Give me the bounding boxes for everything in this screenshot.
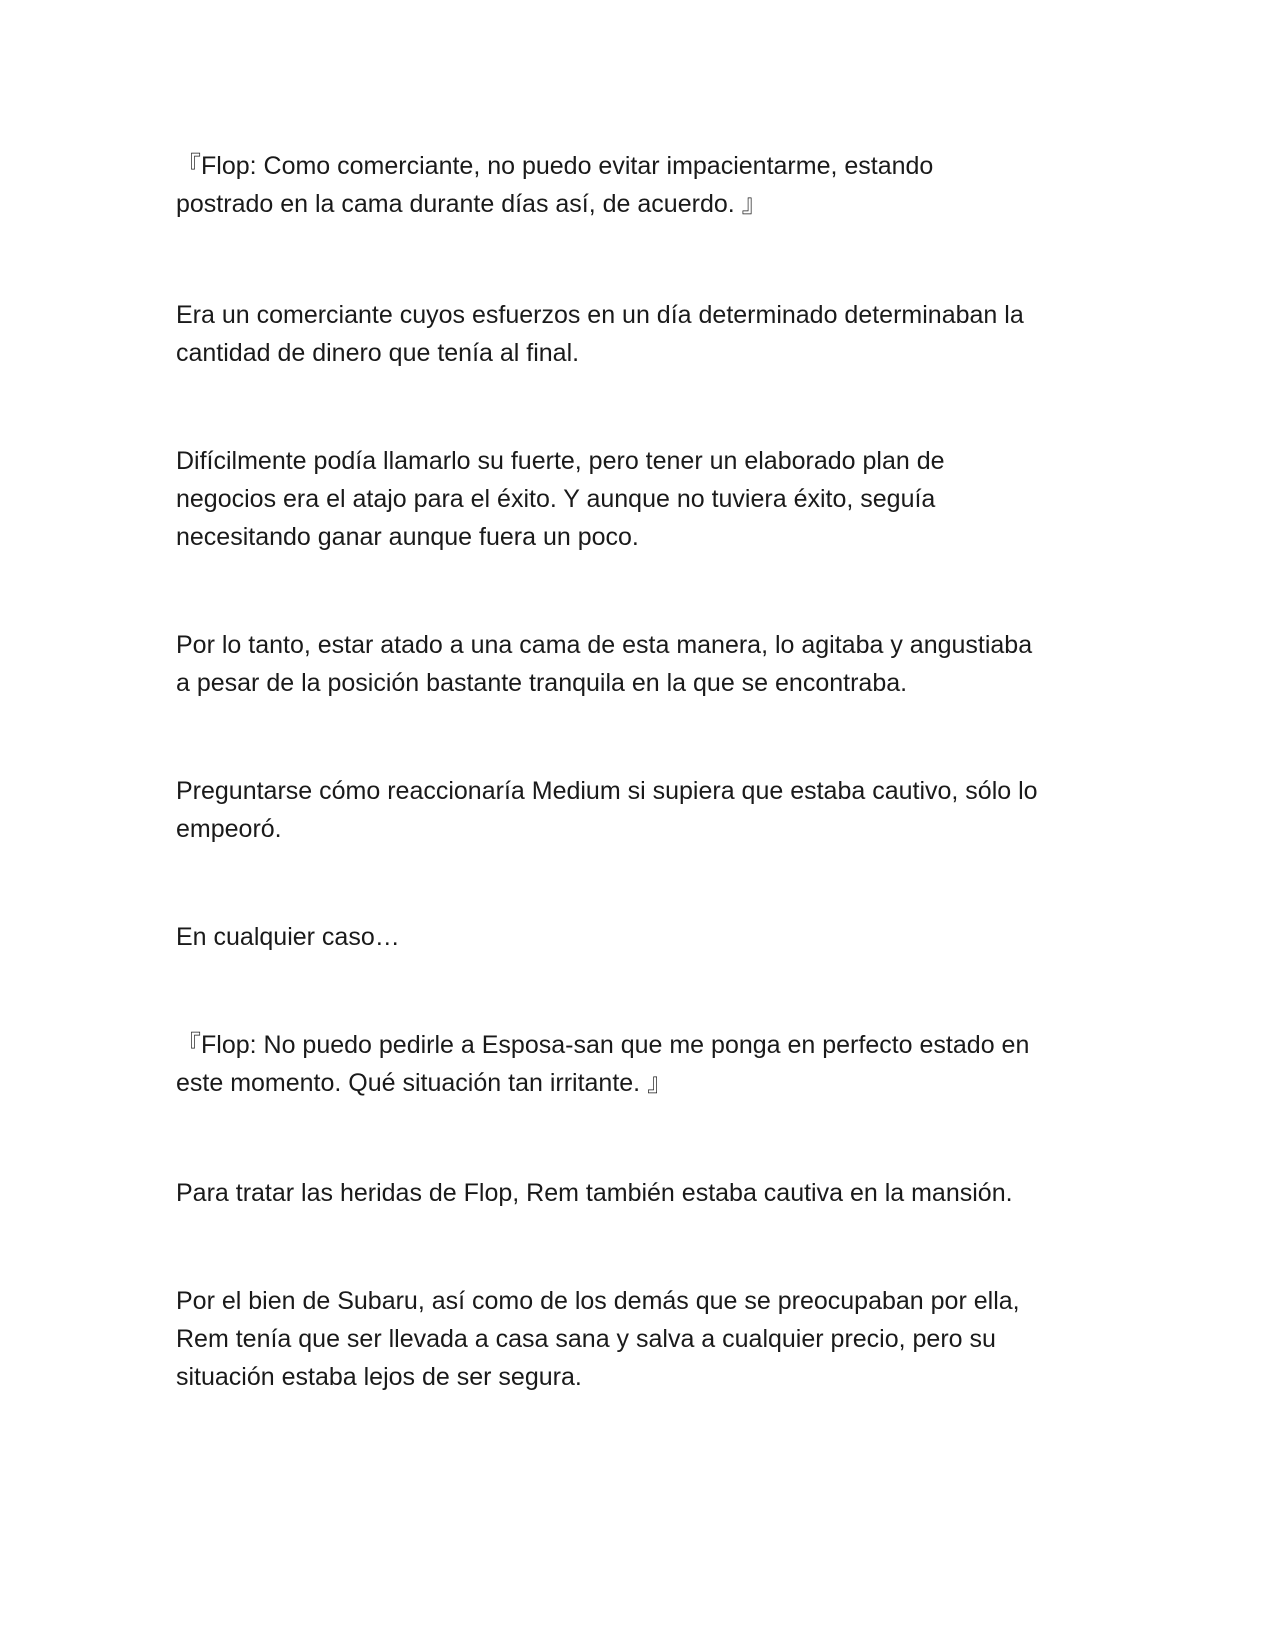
paragraph-tied-to-bed: Por lo tanto, estar atado a una cama de esta manera, lo agitaba y angustiaba a pesar de la posición bastante tranquila en la que se encontraba. — [176, 631, 1033, 697]
paragraph-merchant-effort: Era un comerciante cuyos esfuerzos en un día determinado determinaban la cantidad de dinero que tenía al final. — [176, 301, 1024, 367]
paragraph-rem-captive: Para tratar las heridas de Flop, Rem también estaba cautiva en la mansión. — [176, 1179, 1013, 1207]
paragraph-medium-reaction: Preguntarse cómo reaccionaría Medium si supiera que estaba cautivo, sólo lo empeoró. — [176, 777, 1038, 843]
paragraph-in-any-case: En cualquier caso… — [176, 923, 400, 951]
paragraph-business-plan: Difícilmente podía llamarlo su fuerte, pero tener un elaborado plan de negocios era el atajo para el éxito. Y aunque no tuviera éxito, seguía necesitando ganar aunque fuera un poco. — [176, 447, 945, 551]
paragraph-flop-dialogue-2: 『Flop: No puedo pedirle a Esposa-san que me ponga en perfecto estado en este momento. Qué situación tan irritante. 』 — [176, 1031, 1030, 1097]
paragraph-subaru-rem: Por el bien de Subaru, así como de los demás que se preocupaban por ella, Rem tenía que ser llevada a casa sana y salva a cualquier precio, pero su situación estaba lejos de ser segura. — [176, 1287, 1020, 1391]
paragraph-flop-dialogue-1: 『Flop: Como comerciante, no puedo evitar impacientarme, estando postrado en la cama durante días así, de acuerdo. 』 — [176, 152, 934, 218]
